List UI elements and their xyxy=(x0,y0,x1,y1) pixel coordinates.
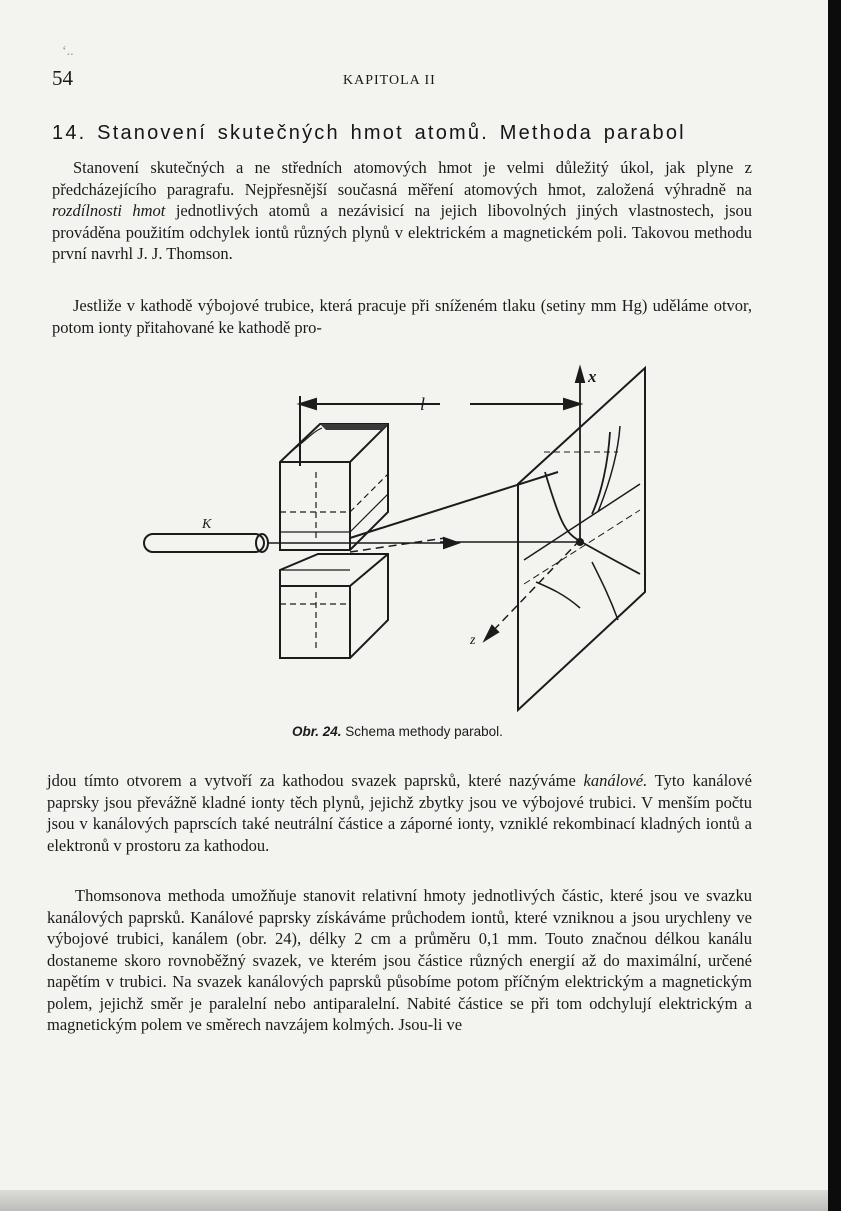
figure-schematic xyxy=(140,362,660,722)
paragraph-2: Jestliže v kathodě výbojové trubice, která pracuje při sníženém tlaku (setiny mm Hg) uděláme otvor, potom ionty přitahované ke kathodě pro- xyxy=(52,296,752,337)
origin-point xyxy=(577,539,583,545)
label-z: z xyxy=(470,633,476,648)
paragraph-1-text-a: Stanovení skutečných a ne středních atomových hmot je velmi důležitý úkol, jak plyne z předcházejícího paragrafu. Nejpřesnější současná měření atomových hmot, založená výhradně na xyxy=(52,158,752,199)
cathode-rod xyxy=(144,534,264,552)
figure-caption xyxy=(292,724,503,739)
paragraph-3 xyxy=(47,770,752,856)
parabola-upper xyxy=(592,432,610,514)
emphasis-rozdilnosti-hmot: rozdílnosti hmot xyxy=(52,201,166,220)
emphasis-kanalove: kanálové. xyxy=(583,771,648,790)
paragraph-1 xyxy=(52,157,752,265)
label-l: l xyxy=(420,394,426,414)
paragraph-4: Thomsonova methoda umožňuje stanovit relativní hmoty jednotlivých částic, které jsou ve svazku kanálových paprsků. Kanálové paprsky získáváme průchodem iontů, které vzniknou a jsou urychleny ve výbojové trubici, kanálem (obr. 24), délky 2 cm a průměru 0,1 mm. Touto značnou délkou kanálu dostaneme skoro rovnoběžný svazek, ve kterém jsou částice různých energií až do maximální, určené napětím v trubici. Na svazek kanálových paprsků působíme potom příčným elektrickým a magnetickým polem, jejichž směr je paralelní nebo antiparalelní. Nabité částice se při tom odchylují elektrickým a magnetickým polem ve směrech navzájem kolmých. Jsou-li ve xyxy=(47,886,752,1034)
figure-parabola-method xyxy=(140,362,660,722)
paragraph-3-text-b: Tyto kanálové paprsky jsou převážně kladné ionty těch plynů, jejichž zbytky jsou ve výbojové trubici. V menším počtu jsou v kanálových paprscích také neutrální částice a záporné ionty, vzniklé rekombinací kladných iontů a elektronů v prostoru za kathodou. xyxy=(47,771,752,855)
length-arrowhead-left xyxy=(300,399,316,409)
label-x: x xyxy=(588,367,597,386)
screen-horizontal-axis xyxy=(524,484,640,560)
section-title: 14. Stanovení skutečných hmot atomů. Methoda parabol xyxy=(52,122,686,144)
chapter-header: KAPITOLA II xyxy=(343,73,436,88)
deflected-beam xyxy=(350,472,558,538)
z-axis xyxy=(490,540,580,634)
scan-edge-bottom xyxy=(0,1190,828,1211)
caption-text: Schema methody parabol. xyxy=(345,724,503,739)
label-K: K xyxy=(202,517,212,532)
corner-mark: ʻ.. xyxy=(62,44,74,59)
parabola-lower xyxy=(545,472,640,574)
caption-number: Obr. 24. xyxy=(292,724,342,739)
paragraph-3-text-a: jdou tímto otvorem a vytvoří za kathodou svazek paprsků, které nazýváme xyxy=(47,771,584,790)
length-arrowhead-right xyxy=(564,399,580,409)
paragraph-1-text-b: jednotlivých atomů a nezávisicí na jejich libovolných jiných vlastnostech, jsou prováděna použitím odchylek iontů různých plynů v elektrickém a magnetickém poli. Takovou methodu první navrhl J. J. Thomson. xyxy=(52,201,752,263)
scan-edge-right xyxy=(828,0,841,1211)
page-number: 54 xyxy=(52,66,73,90)
